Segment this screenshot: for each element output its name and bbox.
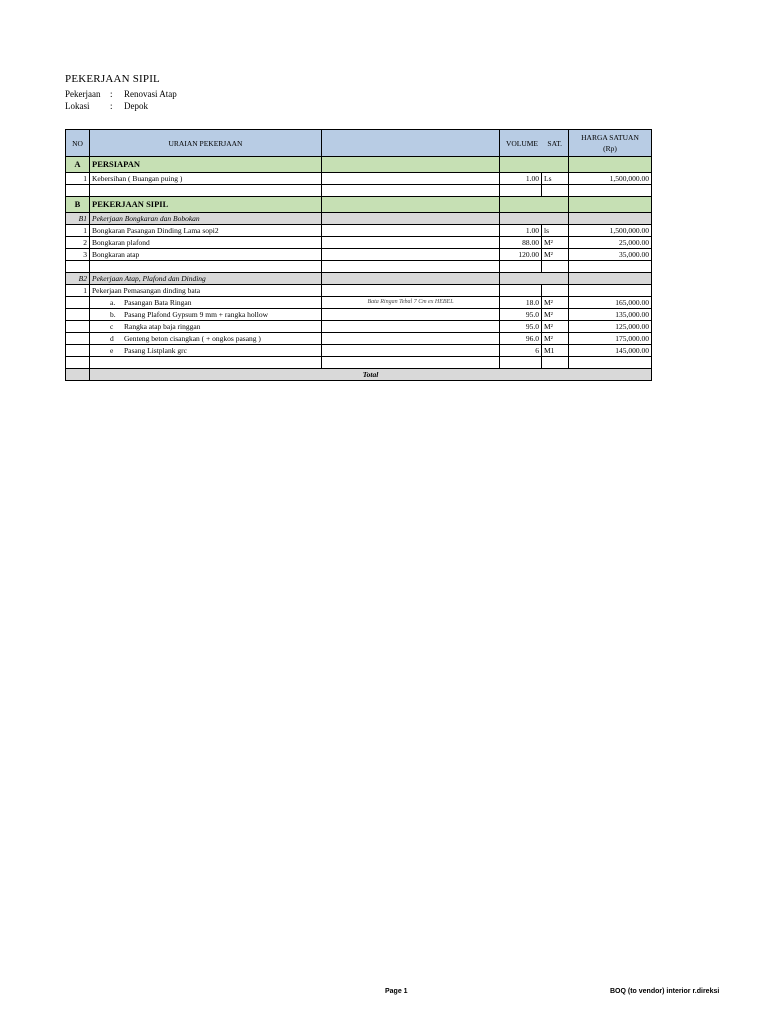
col-header-volume-sat — [500, 130, 569, 157]
row-price: 35,000.00 — [569, 249, 652, 261]
pekerjaan-colon: : — [110, 89, 113, 99]
subsection-row-b1 — [66, 213, 652, 225]
row-volume: 1.00 — [500, 225, 542, 237]
row-volume: 6 — [500, 345, 542, 357]
row-unit: Ls — [542, 173, 569, 185]
section-title: PEKERJAAN SIPIL — [90, 197, 322, 213]
table-row — [66, 321, 652, 333]
row-price: 1,500,000.00 — [569, 225, 652, 237]
section-title: PERSIAPAN — [90, 157, 322, 173]
pekerjaan-row — [65, 89, 177, 99]
row-desc: Pasang Plafond Gypsum 9 mm + rangka hollow — [124, 310, 269, 319]
col-header-sat: SAT. — [547, 138, 563, 148]
row-note — [322, 309, 500, 321]
subsection-title: Pekerjaan Atap, Plafond dan Dinding — [90, 273, 322, 285]
row-volume: 95.0 — [500, 309, 542, 321]
blank-row — [66, 261, 652, 273]
row-unit: ls — [542, 225, 569, 237]
col-header-harga-line2: (Rp) — [603, 144, 617, 153]
row-desc: Genteng beton cisangkan ( + ongkos pasang ) — [124, 334, 261, 343]
lokasi-label: Lokasi — [65, 101, 90, 111]
col-header-volume: VOLUME — [505, 138, 539, 148]
row-price: 135,000.00 — [569, 309, 652, 321]
row-price: 165,000.00 — [569, 297, 652, 309]
group-row — [66, 285, 652, 297]
row-desc: Bongkaran Pasangan Dinding Lama sopi2 — [90, 225, 322, 237]
blank-row — [66, 185, 652, 197]
row-letter: e — [110, 346, 114, 355]
row-unit: M² — [542, 309, 569, 321]
table-row — [66, 333, 652, 345]
row-volume: 1.00 — [500, 173, 542, 185]
row-no: 1 — [66, 225, 90, 237]
table-row — [66, 249, 652, 261]
row-note — [322, 321, 500, 333]
total-row — [66, 369, 652, 381]
pekerjaan-value: Renovasi Atap — [124, 89, 177, 99]
row-no: 1 — [66, 285, 90, 297]
table-header-row — [66, 130, 652, 157]
col-header-harga — [569, 130, 652, 157]
row-desc: Rangka atap baja ringgan — [124, 322, 201, 331]
row-note: Bata Ringan Tebal 7 Cm ex HEBEL — [322, 297, 500, 309]
row-desc: Kebersihan ( Buangan puing ) — [90, 173, 322, 185]
lokasi-row — [65, 101, 148, 111]
row-price: 125,000.00 — [569, 321, 652, 333]
row-letter: b. — [110, 310, 116, 319]
row-unit: M² — [542, 237, 569, 249]
lokasi-value: Depok — [124, 101, 148, 111]
row-price: 175,000.00 — [569, 333, 652, 345]
subsection-row-b2 — [66, 273, 652, 285]
row-volume: 18.0 — [500, 297, 542, 309]
row-letter: c — [110, 322, 114, 331]
row-unit: M1 — [542, 345, 569, 357]
row-unit: M² — [542, 249, 569, 261]
subsection-title: Pekerjaan Bongkaran dan Bobokan — [90, 213, 322, 225]
document-title: PEKERJAAN SIPIL — [65, 73, 160, 85]
table-row — [66, 309, 652, 321]
col-header-uraian: URAIAN PEKERJAAN — [90, 130, 322, 157]
section-row-b — [66, 197, 652, 213]
subsection-code: B1 — [66, 213, 90, 225]
row-desc: Bongkaran atap — [90, 249, 322, 261]
row-volume: 96.0 — [500, 333, 542, 345]
row-volume: 88.00 — [500, 237, 542, 249]
row-desc: Bongkaran plafond — [90, 237, 322, 249]
row-price: 145,000.00 — [569, 345, 652, 357]
blank-row — [66, 357, 652, 369]
boq-table — [65, 129, 652, 381]
table-row — [66, 237, 652, 249]
table-row — [66, 297, 652, 309]
row-desc: Pasangan Bata Ringan — [124, 298, 192, 307]
section-code: B — [66, 197, 90, 213]
row-volume: 95.0 — [500, 321, 542, 333]
row-note — [322, 333, 500, 345]
row-desc: Pekerjaan Pemasangan dinding bata — [90, 285, 322, 297]
row-volume: 120.00 — [500, 249, 542, 261]
col-header-harga-line1: HARGA SATUAN — [581, 133, 639, 142]
document-name: BOQ (to vendor) interior r.direksi — [610, 988, 720, 995]
table-row — [66, 173, 652, 185]
col-header-note — [322, 130, 500, 157]
row-no: 2 — [66, 237, 90, 249]
row-letter: d — [110, 334, 114, 343]
subsection-code: B2 — [66, 273, 90, 285]
row-no: 3 — [66, 249, 90, 261]
row-unit: M² — [542, 321, 569, 333]
row-letter: a. — [110, 298, 116, 307]
row-desc: Pasang Listplank grc — [124, 346, 187, 355]
row-note — [322, 345, 500, 357]
table-row — [66, 225, 652, 237]
section-code: A — [66, 157, 90, 173]
pekerjaan-label: Pekerjaan — [65, 89, 101, 99]
row-unit: M² — [542, 333, 569, 345]
total-label: Total — [90, 369, 652, 381]
row-no: 1 — [66, 173, 90, 185]
row-unit: M² — [542, 297, 569, 309]
table-row — [66, 345, 652, 357]
section-row-a — [66, 157, 652, 173]
col-header-no: NO — [66, 130, 90, 157]
lokasi-colon: : — [110, 101, 113, 111]
row-price: 1,500,000.00 — [569, 173, 652, 185]
row-price: 25,000.00 — [569, 237, 652, 249]
page-number: Page 1 — [385, 988, 408, 995]
